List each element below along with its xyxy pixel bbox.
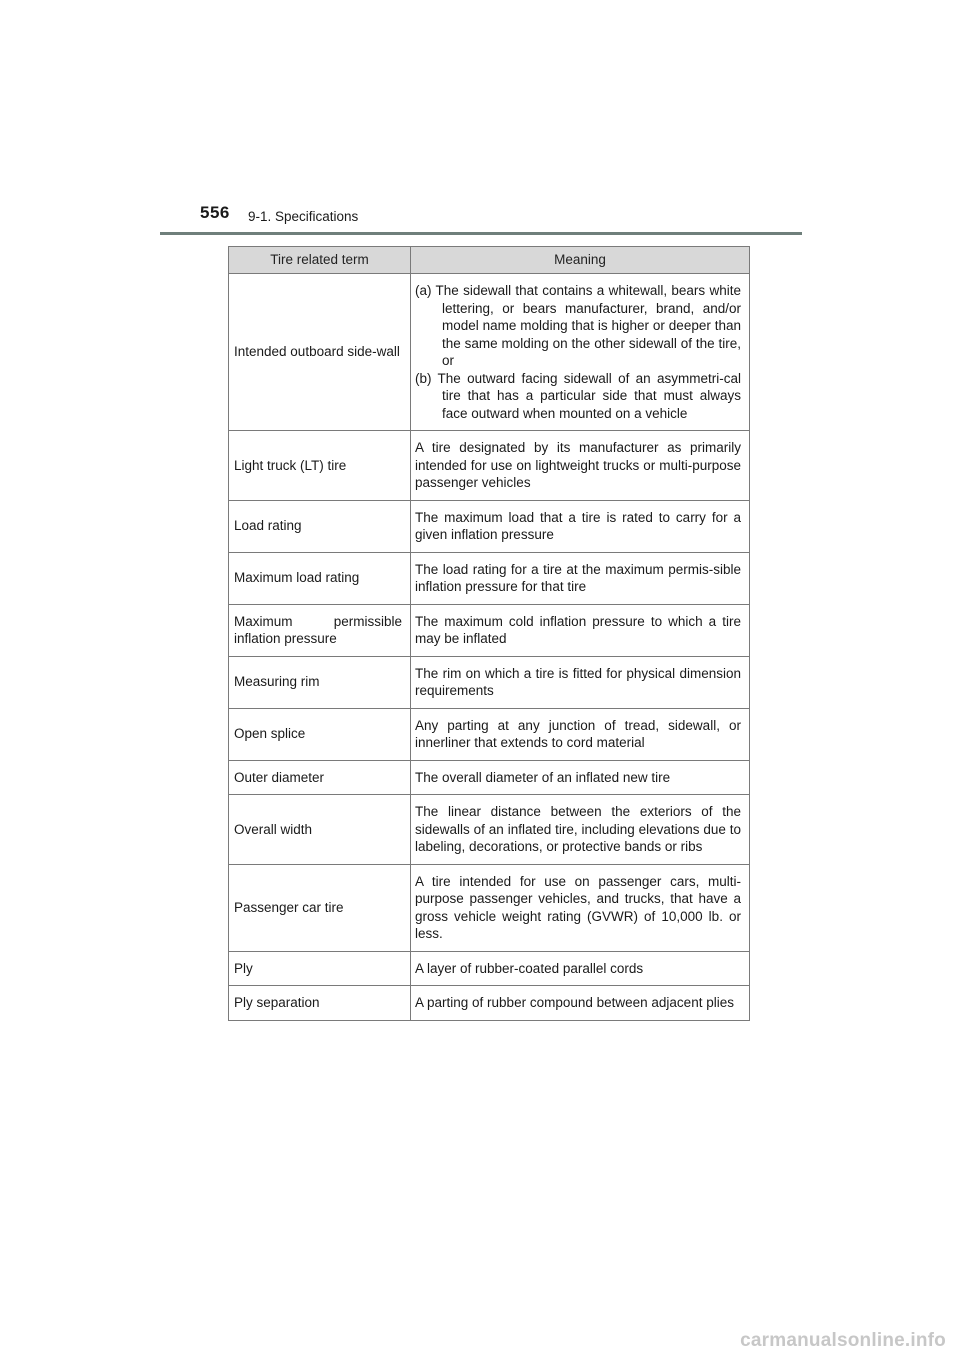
meaning-cell: Any parting at any junction of tread, sidewall, or innerliner that extends to cord material [411, 708, 750, 760]
column-header-meaning: Meaning [411, 247, 750, 274]
table-row [229, 500, 750, 552]
table-row [229, 760, 750, 795]
term-cell: Light truck (LT) tire [229, 431, 411, 501]
meaning-cell: A parting of rubber compound between adjacent plies [411, 986, 750, 1021]
table-row [229, 864, 750, 951]
meaning-cell: A layer of rubber-coated parallel cords [411, 951, 750, 986]
term-cell: Maximum permissible inflation pressure [229, 604, 411, 656]
table-row [229, 656, 750, 708]
meaning-item: (b) The outward facing sidewall of an asymmetri-cal tire that has a particular side that must always face outward when mounted on a vehicle [415, 370, 741, 421]
meaning-cell: A tire intended for use on passenger cars, multi-purpose passenger vehicles, and trucks, that have a gross vehicle weight rating (GVWR) of 10,000 lb. or less. [411, 864, 750, 951]
term-cell: Load rating [229, 500, 411, 552]
meaning-cell: The maximum cold inflation pressure to which a tire may be inflated [411, 604, 750, 656]
table-row [229, 708, 750, 760]
section-title: 9-1. Specifications [248, 209, 359, 224]
meaning-cell: The rim on which a tire is fitted for physical dimension requirements [411, 656, 750, 708]
table-row [229, 795, 750, 865]
term-cell: Overall width [229, 795, 411, 865]
meaning-cell: The linear distance between the exteriors of the sidewalls of an inflated tire, including elevations due to labeling, decorations, or protective bands or ribs [411, 795, 750, 865]
term-cell: Measuring rim [229, 656, 411, 708]
table-row [229, 431, 750, 501]
meaning-cell: The overall diameter of an inflated new tire [411, 760, 750, 795]
table-row [229, 604, 750, 656]
table-row [229, 951, 750, 986]
table-row [229, 552, 750, 604]
meaning-cell: The maximum load that a tire is rated to carry for a given inflation pressure [411, 500, 750, 552]
header-rule [160, 232, 802, 235]
page-number: 556 [200, 203, 230, 222]
tire-terms-table [228, 246, 750, 1021]
term-cell: Ply separation [229, 986, 411, 1021]
meaning-item: (a) The sidewall that contains a whitewall, bears white lettering, or bears manufacturer, brand, and/or model name molding that is higher or deeper than the same molding on the other sidewall of the tire, or [415, 283, 741, 368]
table-row [229, 274, 750, 431]
column-header-term: Tire related term [229, 247, 411, 274]
meaning-cell: The load rating for a tire at the maximum permis-sible inflation pressure for that tire [411, 552, 750, 604]
term-cell: Maximum load rating [229, 552, 411, 604]
term-cell: Intended outboard side-wall [229, 274, 411, 431]
table-row [229, 986, 750, 1021]
term-cell: Passenger car tire [229, 864, 411, 951]
watermark: carmanualsonline.info [740, 1330, 946, 1351]
meaning-cell [411, 274, 750, 431]
term-cell: Outer diameter [229, 760, 411, 795]
meaning-cell: A tire designated by its manufacturer as primarily intended for use on lightweight trucks or multi-purpose passenger vehicles [411, 431, 750, 501]
term-cell: Ply [229, 951, 411, 986]
term-cell: Open splice [229, 708, 411, 760]
table-header-row [229, 247, 750, 274]
